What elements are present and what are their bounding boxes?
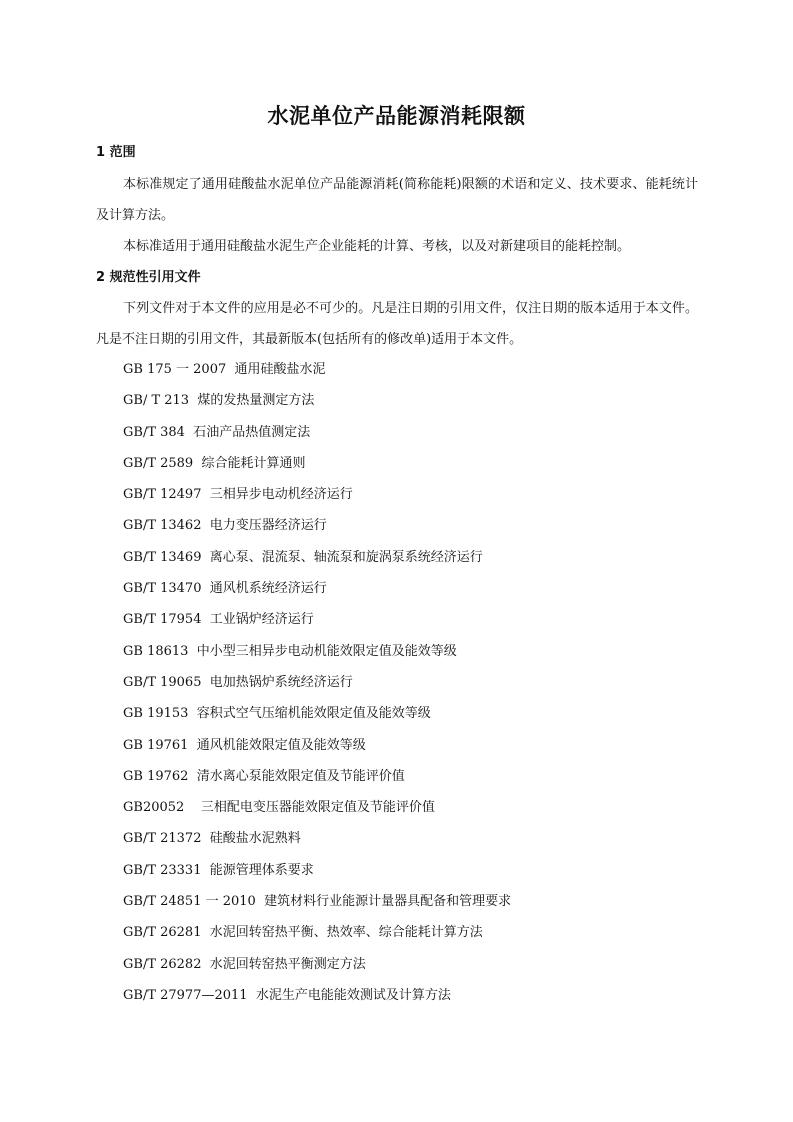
reference-item: GB 175 一 2007 通用硅酸盐水泥 [123,362,326,377]
reference-item: GB/T 27977—2011 水泥生产电能能效测试及计算方法 [123,987,451,1003]
reference-list [123,360,511,1017]
reference-item: GB/T 13470 通风机系统经济运行 [123,581,327,597]
scope-paragraph-1: 本标准规定了通用硅酸盐水泥单位产品能源消耗(简称能耗)限额的术语和定义、技术要求、能耗统计及计算方法。 [96,177,698,223]
reference-item: GB 19761 通风机能效限定值及能效等级 [123,737,366,753]
reference-item: GB/ T 213 煤的发热量测定方法 [123,393,315,409]
reference-item: GB/T 21372 硅酸盐水泥熟料 [123,831,301,847]
reference-item: GB 19153 容积式空气压缩机能效限定值及能效等级 [123,706,431,722]
scope-paragraph-2: 本标准适用于通用硅酸盐水泥生产企业能耗的计算、考核，以及对新建项目的能耗控制。 [123,239,631,254]
section-heading-scope: 1 范围 [96,145,136,160]
reference-item: GB/T 24851 一 2010 建筑材料行业能源计量器具配备和管理要求 [123,894,512,910]
reference-item: GB20052 三相配电变压器能效限定值及节能评价值 [123,800,435,816]
references-intro-paragraph: 下列文件对于本文件的应用是必不可少的。凡是注日期的引用文件，仅注日期的版本适用于本文件。凡是不注日期的引用文件，其最新版本(包括所有的修改单)适用于本文件。 [96,301,698,347]
document-title: 水泥单位产品能源消耗限额 [267,104,526,128]
reference-item: GB/T 12497 三相异步电动机经济运行 [123,487,353,503]
reference-item: GB/T 19065 电加热锅炉系统经济运行 [123,674,353,690]
reference-item: GB 19762 清水离心泵能效限定值及节能评价值 [123,768,405,784]
reference-item: GB/T 23331 能源管理体系要求 [123,862,314,878]
reference-item: GB/T 26282 水泥回转窑热平衡测定方法 [123,956,366,972]
reference-item: GB 18613 中小型三相异步电动机能效限定值及能效等级 [123,643,457,659]
reference-item: GB/T 2589 综合能耗计算通则 [123,455,306,471]
reference-item: GB/T 26281 水泥回转窑热平衡、热效率、综合能耗计算方法 [123,925,483,941]
reference-item: GB/T 13469 离心泵、混流泵、轴流泵和旋涡泵系统经济运行 [123,549,483,565]
section-heading-normative-references: 2 规范性引用文件 [96,270,201,285]
reference-item: GB/T 17954 工业锅炉经济运行 [123,612,314,628]
reference-item: GB/T 13462 电力变压器经济运行 [123,518,327,534]
reference-item: GB/T 384 石油产品热值测定法 [123,424,311,440]
